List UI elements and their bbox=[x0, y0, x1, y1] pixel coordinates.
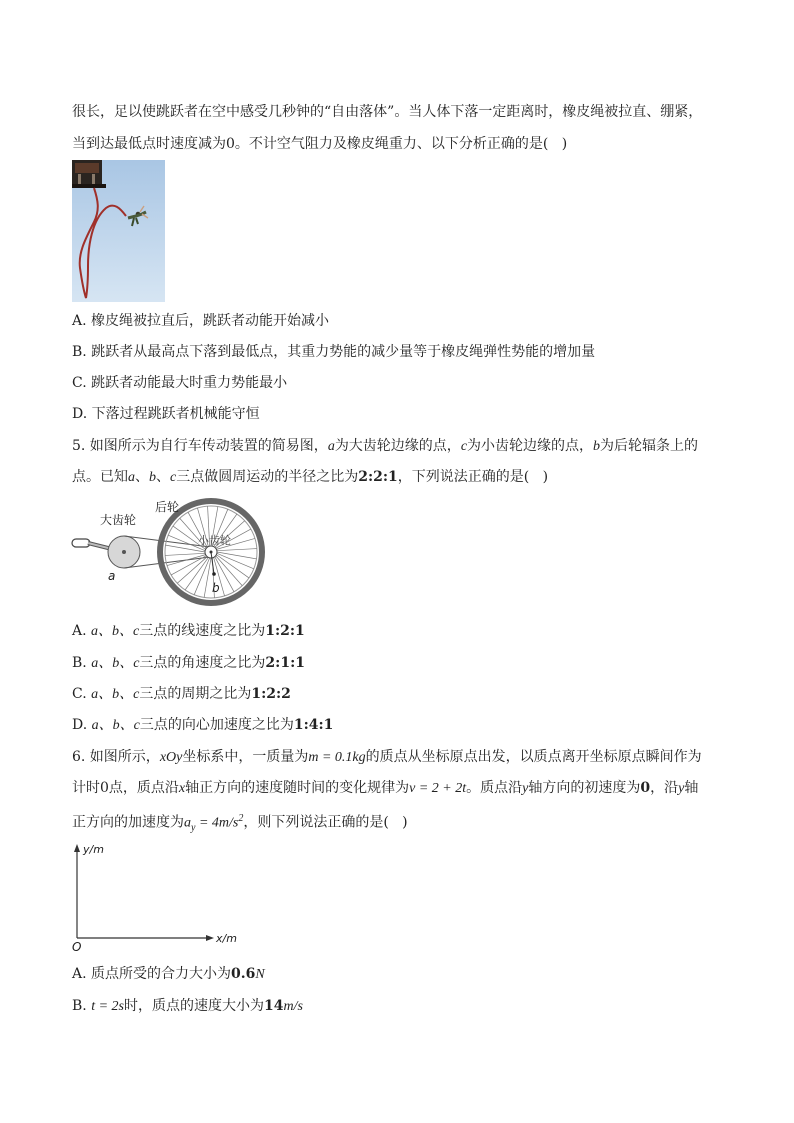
q6-stem-line-1: 6. 如图所示，xOy坐标系中，一质量为m = 0.1kg的质点从坐标原点出发，以质点离开坐标原点瞬间作为 bbox=[72, 749, 702, 765]
label-a: a bbox=[108, 569, 116, 583]
bungee-jump-photo bbox=[72, 160, 165, 302]
spoke bbox=[217, 552, 256, 559]
pedal bbox=[72, 539, 90, 547]
spoke bbox=[204, 558, 211, 597]
point-b bbox=[212, 572, 216, 576]
q4-option-b: B. 跳跃者从最高点下落到最低点，其重力势能的减少量等于橡皮绳弹性势能的增加量 bbox=[72, 344, 596, 360]
xoy-axes-diagram bbox=[68, 842, 248, 954]
spoke bbox=[171, 556, 206, 575]
spoke bbox=[216, 556, 243, 586]
label-b: b bbox=[212, 581, 220, 595]
spoke bbox=[217, 549, 257, 551]
origin-label: O bbox=[72, 940, 82, 954]
x-axis-label: x/m bbox=[216, 932, 237, 945]
q6-stem-line-3: 正方向的加速度为$a_y = 4m/s^2$，则下列说法正确的是( ) bbox=[72, 813, 408, 834]
q4-option-c: C. 跳跃者动能最大时重力势能最小 bbox=[72, 375, 288, 391]
label-big-gear: 大齿轮 bbox=[100, 513, 137, 527]
q5-stem-line-2: 点。已知a、b、c三点做圆周运动的半径之比为2:2:1，下列说法正确的是( ) bbox=[72, 469, 549, 485]
q5-option-c: C. a、b、c三点的周期之比为1:2:2 bbox=[72, 686, 291, 702]
q4-stem-line-2: 当到达最低点时速度减为0。不计空气阻力及橡皮绳重力、以下分析正确的是( ) bbox=[72, 136, 568, 152]
q4-option-d: D. 下落过程跳跃者机械能守恒 bbox=[72, 406, 260, 422]
y-axis-label: y/m bbox=[83, 843, 104, 856]
label-rear-wheel: 后轮 bbox=[155, 500, 180, 514]
q6-stem-line-2: 计时0点，质点沿x轴正方向的速度随时间的变化规律为v = 2 + 2t。质点沿y轴方向的初速度为0，沿y轴 bbox=[72, 780, 699, 796]
q4-option-a: A. 橡皮绳被拉直后，跳跃者动能开始减小 bbox=[72, 313, 330, 329]
q5-option-b: B. a、b、c三点的角速度之比为2:1:1 bbox=[72, 655, 305, 671]
q5-stem-line-1: 5. 如图所示为自行车传动装置的简易图，a为大齿轮边缘的点，c为小齿轮边缘的点，b为后轮辐条上的 bbox=[72, 438, 699, 454]
q6-option-b: B. t = 2s时，质点的速度大小为14m/s bbox=[72, 998, 303, 1014]
q4-stem-line-1: 很长，足以使跳跃者在空中感受几秒钟的“自由落体”。当人体下落一定距离时，橡皮绳被拉直、绷紧， bbox=[72, 104, 703, 120]
label-small-gear: 小齿轮 bbox=[198, 534, 231, 547]
bicycle-transmission-diagram bbox=[70, 494, 270, 612]
spoke bbox=[165, 553, 205, 555]
q5-option-a: A. a、b、c三点的线速度之比为1:2:1 bbox=[72, 623, 305, 639]
y-axis-arrow bbox=[74, 844, 80, 852]
q6-option-a: A. 质点所受的合力大小为0.6N bbox=[72, 966, 265, 982]
spoke bbox=[167, 555, 206, 566]
x-axis-arrow bbox=[206, 935, 214, 941]
spoke bbox=[194, 558, 209, 595]
q5-option-d: D. a、b、c三点的向心加速度之比为1:4:1 bbox=[72, 717, 334, 733]
spoke bbox=[217, 553, 254, 568]
